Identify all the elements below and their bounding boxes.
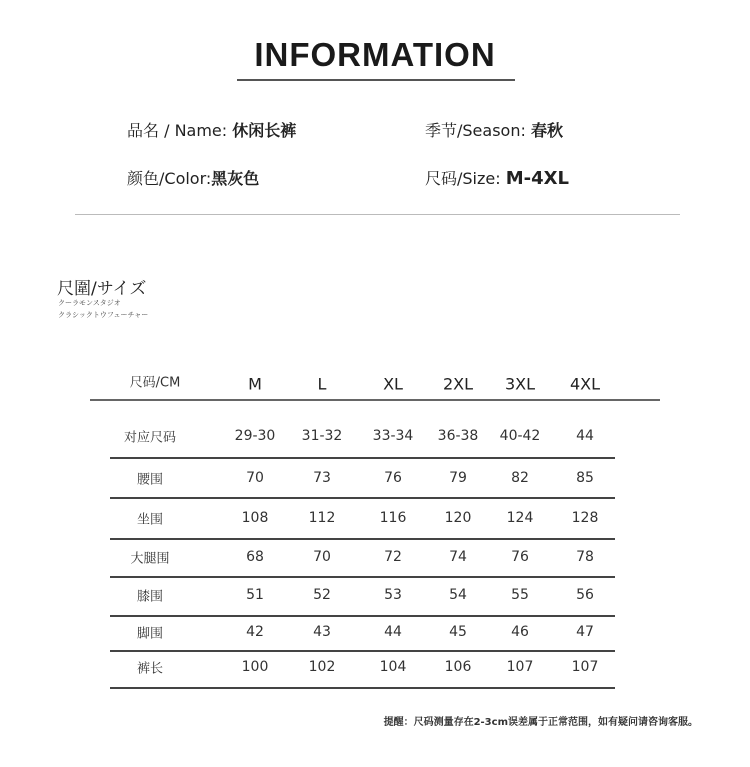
info-name — [127, 118, 296, 141]
table-cell: 44 — [576, 428, 594, 444]
table-corner-header: 尺码/CM — [129, 375, 181, 391]
table-cell: 52 — [313, 587, 331, 603]
table-cell: 74 — [449, 549, 467, 565]
size-section-subtitle-1: クーラモンスタジオ — [58, 299, 121, 307]
table-cell: 104 — [379, 659, 407, 675]
table-cell: 72 — [384, 549, 402, 565]
table-cell: 54 — [449, 587, 467, 603]
table-cell: 76 — [511, 549, 529, 565]
info-season — [425, 118, 563, 141]
color-value: 黑灰色 — [211, 169, 260, 188]
column-header-m: M — [248, 374, 262, 394]
table-cell: 68 — [246, 549, 264, 565]
table-cell: 73 — [313, 470, 331, 486]
table-cell: 79 — [449, 470, 467, 486]
row-divider — [110, 687, 615, 689]
size-value: M-4XL — [505, 168, 569, 189]
column-header-xl: XL — [383, 374, 403, 394]
column-header-3xl: 3XL — [504, 374, 536, 394]
table-cell: 128 — [571, 510, 599, 526]
table-cell: 102 — [308, 659, 336, 675]
table-cell: 53 — [384, 587, 402, 603]
row-label: 坐围 — [136, 512, 164, 528]
size-section-subtitle-2: クラシックトウフューチャー — [58, 311, 149, 319]
row-divider — [110, 538, 615, 540]
divider — [75, 214, 680, 215]
table-cell: 120 — [444, 510, 472, 526]
table-cell: 55 — [511, 587, 529, 603]
row-divider — [110, 615, 615, 617]
table-cell: 76 — [384, 470, 402, 486]
column-header-2xl: 2XL — [442, 374, 474, 394]
table-cell: 100 — [241, 659, 269, 675]
table-cell: 70 — [246, 470, 264, 486]
table-cell: 29-30 — [234, 428, 276, 444]
table-cell: 51 — [246, 587, 264, 603]
table-cell: 31-32 — [301, 428, 343, 444]
table-cell: 45 — [449, 624, 467, 640]
row-label: 膝围 — [136, 589, 164, 605]
table-cell: 47 — [576, 624, 594, 640]
column-header-4xl: 4XL — [569, 374, 601, 394]
title-underline — [237, 79, 515, 81]
table-cell: 42 — [246, 624, 264, 640]
table-cell: 70 — [313, 549, 331, 565]
row-label: 大腿围 — [130, 551, 170, 567]
table-cell: 107 — [506, 659, 534, 675]
size-label: 尺码/Size: — [425, 169, 501, 188]
table-cell: 78 — [576, 549, 594, 565]
row-label: 裤长 — [136, 661, 164, 677]
table-cell: 112 — [308, 510, 336, 526]
row-divider — [110, 650, 615, 652]
table-cell: 43 — [313, 624, 331, 640]
row-label: 脚围 — [136, 626, 164, 642]
column-header-l: L — [317, 374, 327, 394]
name-value: 休闲长裤 — [232, 121, 297, 140]
row-divider — [110, 576, 615, 578]
table-cell: 85 — [576, 470, 594, 486]
table-cell: 116 — [379, 510, 407, 526]
row-label: 对应尺码 — [123, 430, 177, 446]
header-divider — [90, 399, 660, 401]
info-size — [425, 166, 569, 189]
size-section-title: 尺圍/サイズ — [57, 279, 147, 299]
table-cell: 82 — [511, 470, 529, 486]
name-label: 品名 / Name: — [127, 121, 228, 140]
table-cell: 33-34 — [372, 428, 414, 444]
table-cell: 36-38 — [437, 428, 479, 444]
table-cell: 40-42 — [499, 428, 541, 444]
row-label: 腰围 — [136, 472, 164, 488]
season-value: 春秋 — [530, 121, 563, 140]
table-cell: 106 — [444, 659, 472, 675]
row-divider — [110, 457, 615, 459]
season-label: 季节/Season: — [425, 121, 526, 140]
table-cell: 124 — [506, 510, 534, 526]
table-cell: 56 — [576, 587, 594, 603]
page-title: INFORMATION — [254, 36, 496, 73]
measurement-note: 提醒：尺码测量存在2-3cm误差属于正常范围，如有疑问请咨询客服。 — [383, 717, 698, 728]
table-cell: 107 — [571, 659, 599, 675]
table-cell: 44 — [384, 624, 402, 640]
table-cell: 46 — [511, 624, 529, 640]
color-label: 颜色/Color: — [127, 169, 212, 188]
row-divider — [110, 497, 615, 499]
info-color — [127, 166, 259, 189]
table-cell: 108 — [241, 510, 269, 526]
